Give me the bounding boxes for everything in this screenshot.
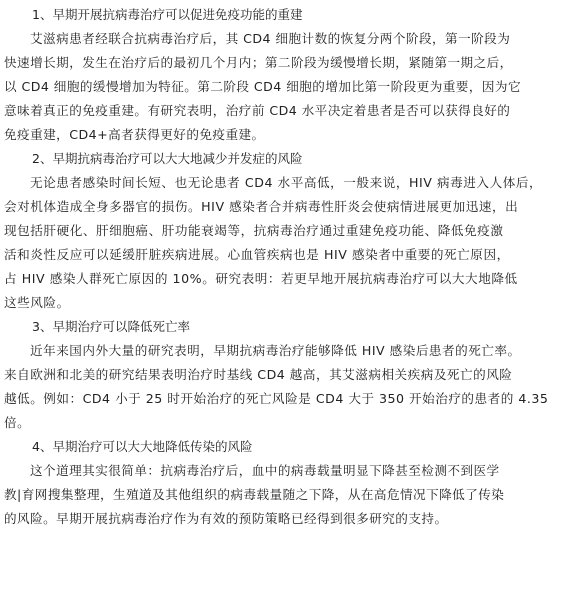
paragraph-line: 无论患者感染时间长短、也无论患者 CD4 水平高低，一般来说，HIV 病毒进入人体后， xyxy=(30,175,543,190)
paragraph-line: 占 HIV 感染人群死亡原因的 10%。研究表明：若更早地开展抗病毒治疗可以大大地降低 xyxy=(4,271,518,286)
section-heading: 2、早期抗病毒治疗可以大大地减少并发症的风险 xyxy=(32,151,303,166)
section-heading: 3、早期治疗可以降低死亡率 xyxy=(32,319,190,334)
section-heading: 4、早期治疗可以大大地降低传染的风险 xyxy=(32,439,253,454)
section-paragraph xyxy=(4,27,561,147)
paragraph-line: 来自欧洲和北美的研究结果表明治疗时基线 CD4 越高，其艾滋病相关疾病及死亡的风险 xyxy=(4,367,513,382)
paragraph-line: 意味着真正的免疫重建。有研究表明，治疗前 CD4 水平决定着患者是否可以获得良好的 xyxy=(4,103,511,118)
paragraph-line: 教|育网搜集整理，生殖道及其他组织的病毒载量随之下降，从在高危情况下降低了传染 xyxy=(4,487,505,502)
section-paragraph xyxy=(4,459,561,531)
section-immune-reconstruction xyxy=(4,3,561,147)
section-heading: 1、早期开展抗病毒治疗可以促进免疫功能的重建 xyxy=(32,7,303,22)
paragraph-line: 以 CD4 细胞的缓慢增加为特征。第二阶段 CD4 细胞的增加比第一阶段更为重要，因为它 xyxy=(4,79,522,94)
paragraph-line: 现包括肝硬化、肝细胞癌、肝功能衰竭等，抗病毒治疗通过重建免疫功能、降低免疫激 xyxy=(4,223,504,238)
paragraph-line: 活和炎性反应可以延缓肝脏疾病进展。心血管疾病也是 HIV 感染者中重要的死亡原因， xyxy=(4,247,510,262)
paragraph-line: 倍。 xyxy=(4,415,31,430)
paragraph-line: 免疫重建，CD4+高者获得更好的免疫重建。 xyxy=(4,127,265,142)
section-transmission-risk xyxy=(4,435,561,531)
paragraph-line: 艾滋病患者经联合抗病毒治疗后，其 CD4 细胞计数的恢复分两个阶段，第一阶段为 xyxy=(30,31,511,46)
paragraph-line: 这个道理其实很简单：抗病毒治疗后，血中的病毒载量明显下降甚至检测不到医学 xyxy=(30,463,500,478)
section-paragraph xyxy=(4,171,561,315)
section-paragraph xyxy=(4,339,561,435)
section-mortality xyxy=(4,315,561,435)
section-complication-risk xyxy=(4,147,561,315)
paragraph-line: 近年来国内外大量的研究表明，早期抗病毒治疗能够降低 HIV 感染后患者的死亡率。 xyxy=(30,343,521,358)
paragraph-line: 会对机体造成全身多器官的损伤。HIV 感染者合并病毒性肝炎会使病情进展更加迅速，出 xyxy=(4,199,519,214)
paragraph-line: 的风险。早期开展抗病毒治疗作为有效的预防策略已经得到很多研究的支持。 xyxy=(4,511,448,526)
paragraph-line: 这些风险。 xyxy=(4,295,70,310)
paragraph-line: 越低。例如：CD4 小于 25 时开始治疗的死亡风险是 CD4 大于 350 开始治疗的患者的 4.35 xyxy=(4,391,549,406)
paragraph-line: 快速增长期，发生在治疗后的最初几个月内；第二阶段为缓慢增长期，紧随第一期之后， xyxy=(4,55,513,70)
